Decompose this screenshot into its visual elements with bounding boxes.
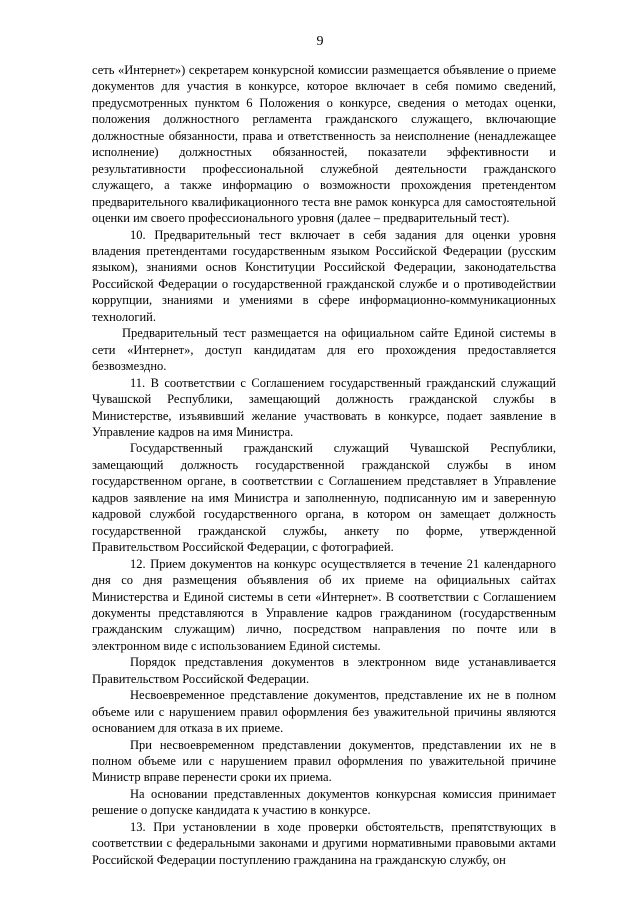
paragraph-admission-decision: На основании представленных документов конкурсная комиссия принимает решение о допуске кандидата к участию в конкурсе. bbox=[92, 786, 556, 818]
paragraph-12-document-acceptance: 12. Прием документов на конкурс осуществляется в течение 21 календарного дня со дня размещения объявления об их приеме на официальных сайтах Министерства и Единой системы в сети «Интернет». В соответствии с Соглашением документы представляются в Управление кадров гражданином (государственным гражданским служащим) лично, посредством направления по почте или в электронном виде с использованием Единой системы. bbox=[92, 556, 556, 653]
paragraph-deadline-extension: При несвоевременном представлении документов, представлении их не в полном объеме или с нарушением правил оформления по уважительной причине Министр вправе перенести сроки их приема. bbox=[92, 737, 556, 785]
paragraph-other-agency-servant: Государственный гражданский служащий Чувашской Республики, замещающий должность государственной гражданской службы в ином государственном органе, в соответствии с Соглашением представляет в Управление кадров заявление на имя Министра и заполненную, подписанную им и заверенную кадровой службой государственного органа, в котором он замещает должность государственной гражданской службы, анкету по форме, утвержденной Правительством Российской Федерации, с фотографией. bbox=[92, 441, 556, 555]
document-body bbox=[92, 62, 556, 868]
paragraph-test-placement: Предварительный тест размещается на официальном сайте Единой системы в сети «Интернет», доступ кандидатам для его прохождения предоставляется безвозмездно. bbox=[92, 326, 556, 374]
paragraph-10-preliminary-test: 10. Предварительный тест включает в себя задания для оценки уровня владения претендентами государственным языком Российской Федерации (русским языком), знаниями основ Конституции Российской Федерации, законодательства Российской Федерации о государственной гражданской службе и о противодействии коррупции, знаниями и умениями в сфере информационно-коммуникационных технологий. bbox=[92, 227, 556, 324]
page-number: 9 bbox=[316, 34, 324, 49]
paragraph-untimely-refusal: Несвоевременное представление документов, представление их не в полном объеме или с нарушением правил оформления без уважительной причины являются основанием для отказа в их приеме. bbox=[92, 688, 556, 736]
paragraph-13-circumstances: 13. При установлении в ходе проверки обстоятельств, препятствующих в соответствии с федеральными законами и другими нормативными правовыми актами Российской Федерации поступлению гражданина на гражданскую службу, он bbox=[92, 819, 556, 867]
paragraph-11-application: 11. В соответствии с Соглашением государственный гражданский служащий Чувашской Республики, замещающий должность гражданской службы в Министерстве, изъявивший желание участвовать в конкурсе, подает заявление в Управление кадров на имя Министра. bbox=[92, 375, 556, 439]
paragraph-announcement-contents: сеть «Интернет») секретарем конкурсной комиссии размещается объявление о приеме документов для участия в конкурсе, которое включает в себя помимо сведений, предусмотренных пунктом 6 Положения о конкурсе, сведения о методах оценки, положения должностного регламента гражданского служащего, включающие должностные обязанности, права и ответственность за неисполнение (ненадлежащее исполнение) должностных обязанностей, показатели эффективности и результативности профессиональной служебной деятельности гражданского служащего, а также информацию о возможности прохождения претендентом предварительного квалификационного теста вне рамок конкурса для самостоятельной оценки им своего профессионального уровня (далее – предварительный тест). bbox=[92, 63, 556, 226]
paragraph-electronic-procedure: Порядок представления документов в электронном виде устанавливается Правительством Российской Федерации. bbox=[92, 655, 556, 686]
